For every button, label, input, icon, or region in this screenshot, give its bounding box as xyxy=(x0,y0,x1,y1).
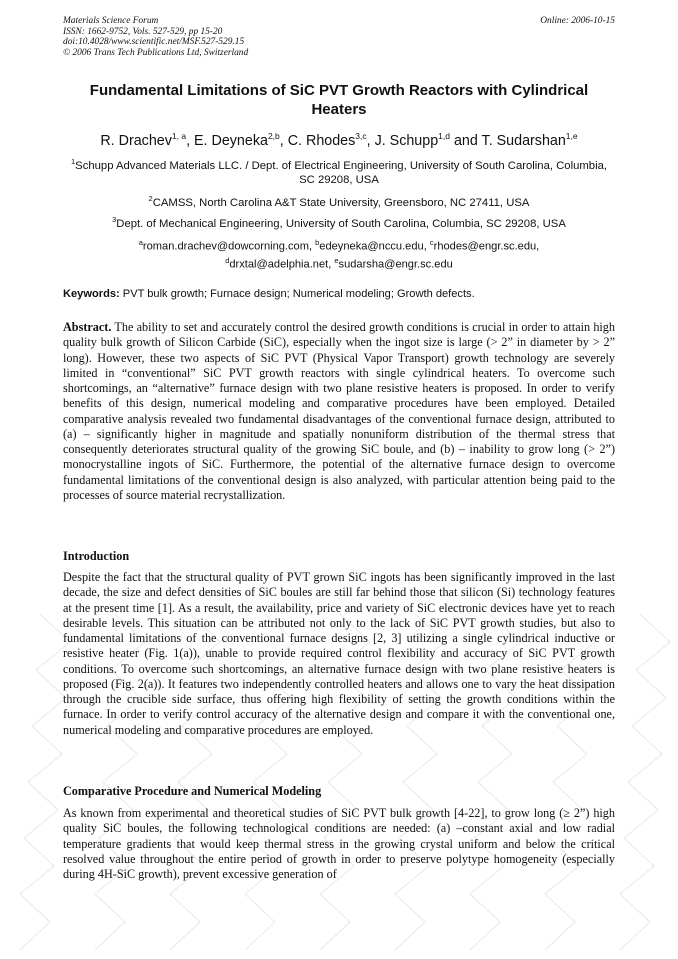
author-affiliation-sup: 1,e xyxy=(565,131,578,141)
author-name: C. Rhodes xyxy=(287,132,356,149)
author-name: E. Deyneka xyxy=(194,132,268,149)
author-name: T. Sudarshan xyxy=(481,132,566,149)
keywords-text: PVT bulk growth; Furnace design; Numerical modeling; Growth defects. xyxy=(119,288,475,300)
author-affiliation-sup: 1, a xyxy=(171,131,187,141)
comparative-text: As known from experimental and theoretical studies of SiC PVT bulk growth [4-22], to grow long (≥ 2”) high quality SiC boules, the following technological conditions are needed: (a) –constant axial and low radial temperature gradients that would keep thermal stress in the growing crystal uniform and below the critical resolved value throughout the entire period of growth in order to preserve polytype homogeneity (especially during 4H-SiC growth), prevent excessive generation of xyxy=(63,806,615,881)
affiliation-3 xyxy=(63,213,615,231)
author-list xyxy=(63,127,615,150)
affiliation-1 xyxy=(63,155,615,188)
author-affiliation-sup: 1,d xyxy=(438,131,450,141)
affiliation-1-text: Schupp Advanced Materials LLC. / Dept. of Electrical Engineering, University of South Carolina, Columbia, SC 29208, USA xyxy=(75,159,608,187)
author-name: J. Schupp xyxy=(374,132,439,149)
paper-title: Fundamental Limitations of SiC PVT Growth Reactors with Cylindrical Heaters xyxy=(89,82,589,118)
issn-line: ISSN: 1662-9752, Vols. 527-529, pp 15-20 xyxy=(63,26,223,37)
copyright-line: © 2006 Trans Tech Publications Ltd, Switzerland xyxy=(63,47,249,58)
email-b-sup: b xyxy=(315,238,320,247)
author-separator: , xyxy=(279,132,288,149)
journal-name: Materials Science Forum xyxy=(63,16,159,26)
email-c[interactable]: rhodes@engr.sc.edu, xyxy=(433,240,540,253)
email-a[interactable]: roman.drachev@dowcorning.com, xyxy=(142,240,316,253)
abstract-label: Abstract. xyxy=(63,320,112,334)
email-a-sup: a xyxy=(138,238,143,247)
introduction-heading: Introduction xyxy=(63,549,130,563)
journal-header xyxy=(63,16,615,58)
comparative-heading: Comparative Procedure and Numerical Modeling xyxy=(63,784,322,798)
online-date: Online: 2006-10-15 xyxy=(540,16,615,26)
affiliation-1-sup: 1 xyxy=(70,157,76,166)
doi-line: doi:10.4028/www.scientific.net/MSF.527-529.15 xyxy=(63,37,245,48)
email-b[interactable]: edeyneka@nccu.edu, xyxy=(319,240,430,253)
email-e-sup: e xyxy=(334,256,339,266)
author-affiliation-sup: 2,b xyxy=(267,131,280,141)
abstract-text: The ability to set and accurately control the desired growth conditions is crucial in order to attain high quality bulk growth of Silicon Carbide (SiC), especially when the ingot size is large (> 2” in diameter by > 2” long). However, these two aspects of SiC PVT (Physical Vapor Transport) growth technology are severely limited in “conventional” SiC PVT growth reactors with single cylindrical heaters. To overcome such shortcomings, an “alternative” furnace design with two plane resistive heaters is proposed. In order to verify benefits of this design, numerical modeling and comparative procedures have been employed. Detailed comparative analysis revealed two fundamental disadvantages of the conventional furnace design, attributed to (a) – significantly higher in magnitude and spatially nonuniform distribution of the thermal stress that consequently deteriorates structural quality of the growing SiC boule, and (b) – inability to grow long (> 2”) monocrystalline ingots of SiC. Furthermore, the potential of the alternative furnace design to overcome fundamental limitations of the conventional design is also analyzed, with particular attention being paid to the processes of source material recrystallization. xyxy=(63,320,615,502)
email-c-sup: c xyxy=(429,238,434,247)
keywords xyxy=(63,287,615,301)
affiliation-2-sup: 2 xyxy=(148,194,153,203)
author-separator: , xyxy=(366,132,375,149)
keywords-label: Keywords: xyxy=(63,288,120,300)
affiliation-3-sup: 3 xyxy=(112,215,117,224)
affiliation-2 xyxy=(63,192,615,210)
author-affiliation-sup: 3,c xyxy=(355,131,367,141)
author-separator: , xyxy=(186,132,195,149)
abstract xyxy=(63,320,615,503)
email-list xyxy=(63,236,615,273)
author-name: R. Drachev xyxy=(100,132,172,149)
affiliation-3-text: Dept. of Mechanical Engineering, University of South Carolina, Columbia, SC 29208, USA xyxy=(116,217,566,230)
watermark-stroke xyxy=(620,614,670,950)
introduction-text: Despite the fact that the structural quality of PVT grown SiC ingots has been significantly improved in the last decade, the size and defect densities of SiC boules are still far behind those that silicon (Si) technology features at the present time [1]. As a result, the availability, price and variety of SiC electronic devices have yet to reach desirable levels. This situation can be attributed not only to the lack of SiC PVT growth studies, but also to fundamental limitations of the conventional furnace designs [2, 3] utilizing a single cylindrical inductive or resistive heater (Fig. 1(a)), unable to provide required control flexibility and accuracy of SiC PVT growth conditions. To overcome such shortcomings, an alternative furnace design with two plane resistive heaters is proposed (Fig. 2(a)). It features two independently controlled heaters and allows one to vary the heat dissipation through the crucible side surface, thus offering high flexibility of setting the growth conditions within the furnace. In order to verify control accuracy of the alternative design and compare it with the conventional one, numerical modeling and comparative procedures are employed. xyxy=(63,570,615,737)
author-separator: and xyxy=(450,132,482,149)
email-d-sup: d xyxy=(225,256,230,266)
email-d[interactable]: drxtal@adelphia.net, xyxy=(229,259,335,272)
email-e[interactable]: sudarsha@engr.sc.edu xyxy=(338,259,453,272)
affiliation-2-text: CAMSS, North Carolina A&T State University, Greensboro, NC 27411, USA xyxy=(152,196,530,209)
